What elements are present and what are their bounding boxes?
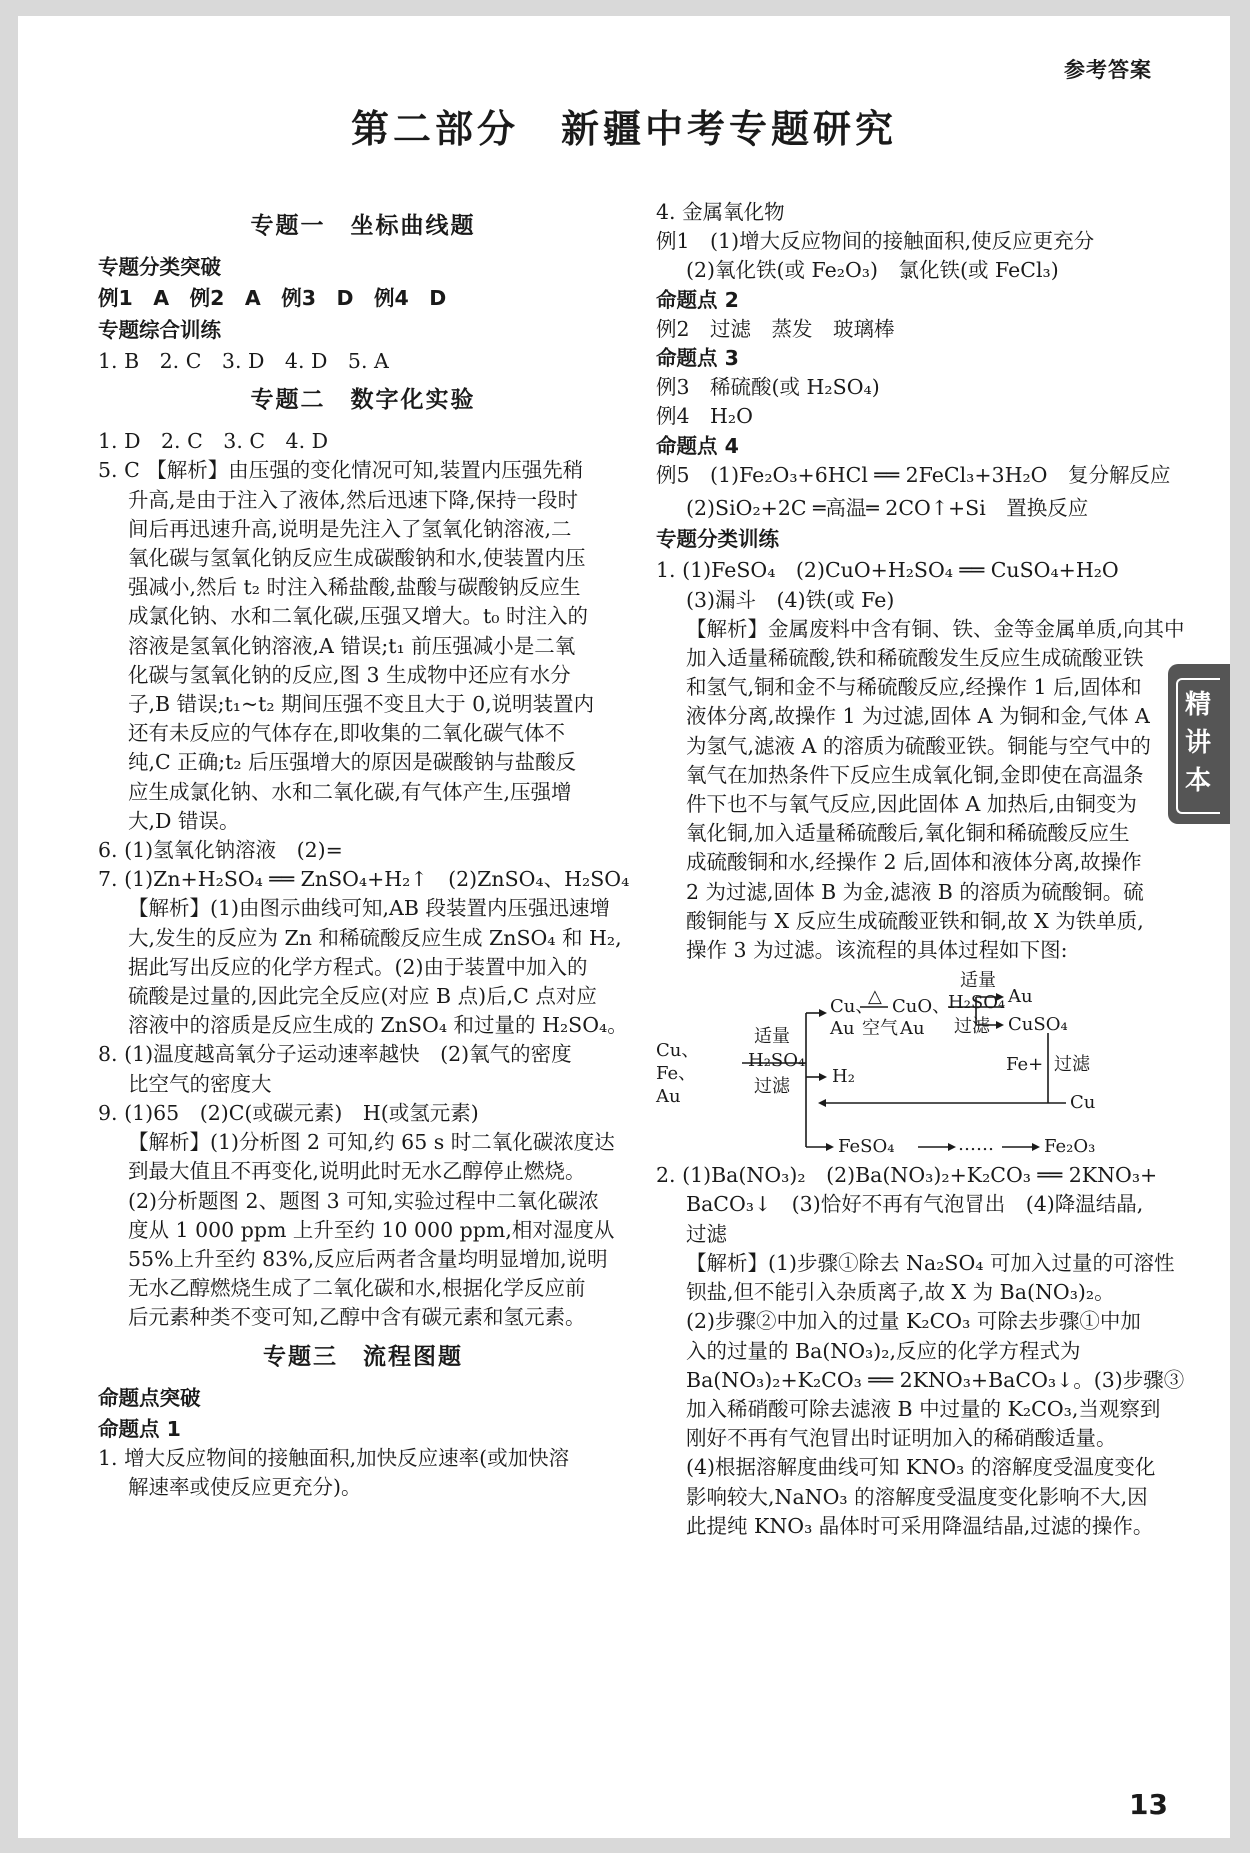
flow-start-au: Au [656, 1086, 681, 1108]
q9-line: 55%上升至约 83%,反应后两者含量均明显增加,说明 [128, 1246, 608, 1271]
header-label: 参考答案 [1064, 58, 1152, 82]
flow-s2-bottom: 过滤 [954, 1016, 990, 1038]
tq2-analysis-line: Ba(NO₃)₂+K₂CO₃ ══ 2KNO₃+BaCO₃↓。(3)步骤③ [686, 1367, 1185, 1392]
q5-line: 大,D 错误。 [128, 808, 240, 833]
training-question-2 [656, 1161, 1185, 1541]
example-4: 例4 H₂O [656, 404, 753, 429]
flow-fe2o3: Fe₂O₃ [1044, 1136, 1096, 1158]
topic-3-sub-breakthrough: 命题点突破 [98, 1385, 201, 1410]
flow-mid-bottom: Au [900, 1018, 925, 1040]
tq1-analysis-line: 【解析】金属废料中含有铜、铁、金等金属单质,向其中 [686, 616, 1185, 641]
tq1-analysis-line: 加入适量稀硫酸,铁和稀硫酸发生反应生成硫酸亚铁 [686, 646, 1144, 671]
tq2-analysis-line: 刚好不再有气泡冒出时证明加入的稀硝酸适量。 [686, 1426, 1117, 1451]
flow-cu: Cu [1070, 1092, 1096, 1114]
question-5 [98, 456, 628, 836]
q5-line: 应生成氯化钠、水和二氧化碳,有气体产生,压强增 [128, 779, 572, 804]
tq1-analysis-line: 为氢气,滤液 A 的溶质为硫酸亚铁。铜能与空气中的 [686, 733, 1151, 758]
example-3: 例3 稀硫酸(或 H₂SO₄) [656, 375, 880, 400]
tq1-analysis-line: 2 为过滤,固体 B 为金,滤液 B 的溶质为硫酸铜。硫 [686, 879, 1144, 904]
q5-line: 5. C 【解析】由压强的变化情况可知,装置内压强先稍 [98, 458, 584, 483]
q9-line: (2)分析题图 2、题图 3 可知,实验过程中二氧化碳浓 [128, 1188, 599, 1213]
example-2: 例2 过滤 蒸发 玻璃棒 [656, 316, 895, 341]
example-5-line-1: 例5 (1)Fe₂O₃+6HCl ══ 2FeCl₃+3H₂O 复分解反应 [656, 462, 1171, 487]
flow-s2-top: 适量 [960, 970, 996, 992]
question-7 [98, 865, 628, 1040]
q8-line: 比空气的密度大 [128, 1071, 272, 1096]
flow-filter-3: 过滤 [1054, 1054, 1090, 1076]
tq2-analysis-line: 钡盐,但不能引入杂质离子,故 X 为 Ba(NO₃)₂。 [686, 1280, 1115, 1305]
point-4: 命题点 4 [656, 433, 739, 458]
q5-line: 氧化碳与氢氧化钠反应生成碳酸钠和水,使装置内压 [128, 546, 586, 571]
topic-3-question-1 [98, 1444, 628, 1502]
point-2: 命题点 2 [656, 287, 739, 312]
side-tab-label: 精讲本 [1184, 690, 1211, 796]
flow-start-fe: Fe、 [656, 1063, 697, 1085]
topic-3-point-1: 命题点 1 [98, 1416, 181, 1441]
flow-s1-reagent: H₂SO₄ [748, 1050, 806, 1072]
q5-line: 还有未反应的气体存在,即收集的二氧化碳气体不 [128, 721, 566, 746]
q9-answer: 9. (1)65 (2)C(或碳元素) H(或氢元素) [98, 1100, 479, 1125]
q5-line: 子,B 错误;t₁~t₂ 期间压强不变且大于 0,说明装置内 [128, 692, 595, 717]
tq2-analysis-line: 影响较大,NaNO₃ 的溶解度受温度变化影响不大,因 [686, 1484, 1148, 1509]
topic-1-examples: 例1 A 例2 A 例3 D 例4 D [98, 286, 447, 311]
tq1-analysis-line: 操作 3 为过滤。该流程的具体过程如下图: [686, 938, 1068, 963]
example-1-line: 例1 (1)增大反应物间的接触面积,使反应更充分 [656, 229, 1095, 254]
flow-top-left: Cu、 [830, 996, 874, 1018]
question-9 [98, 1099, 628, 1333]
tq2-analysis-line: (4)根据溶解度曲线可知 KNO₃ 的溶解度受温度变化 [686, 1455, 1156, 1480]
q9-line: 度从 1 000 ppm 上升至约 10 000 ppm,相对湿度从 [128, 1217, 615, 1242]
q9-line: 后元素种类不变可知,乙醇中含有碳元素和氢元素。 [128, 1305, 586, 1330]
item-4: 4. 金属氧化物 [656, 200, 785, 224]
tq1-analysis-line: 氧化铜,加入适量稀硫酸后,氧化铜和稀硫酸反应生 [686, 821, 1130, 846]
topic-3-title: 专题三 流程图题 [263, 1343, 463, 1370]
tq2-analysis-line: 此提纯 KNO₃ 晶体时可采用降温结晶,过滤的操作。 [686, 1513, 1154, 1538]
topic-2-answers: 1. D 2. C 3. C 4. D [98, 429, 329, 454]
left-column [98, 202, 628, 1503]
tq1-analysis-line: 酸铜能与 X 反应生成硫酸亚铁和铜,故 X 为铁单质, [686, 908, 1144, 933]
tq2-analysis-line: 入的过量的 Ba(NO₃)₂,反应的化学方程式为 [686, 1338, 1081, 1363]
q9-line: 到最大值且不再变化,说明此时无水乙醇停止燃烧。 [128, 1159, 586, 1184]
flow-mid-top: CuO、 [892, 996, 951, 1018]
question-8 [98, 1040, 628, 1098]
q7-line: 溶液中的溶质是反应生成的 ZnSO₄ 和过量的 H₂SO₄。 [128, 1013, 628, 1038]
flow-air: 空气 [862, 1018, 898, 1040]
q9-line: 【解析】(1)分析图 2 可知,约 65 s 时二氧化碳浓度达 [128, 1130, 615, 1155]
tq1-analysis-line: 成硫酸铜和水,经操作 2 后,固体和液体分离,故操作 [686, 850, 1142, 875]
tq2-analysis-line: (2)步骤②中加入的过量 K₂CO₃ 可除去步骤①中加 [686, 1309, 1141, 1334]
q5-line: 溶液是氢氧化钠溶液,A 错误;t₁ 前压强减小是二氧 [128, 633, 576, 658]
t3-q1-line: 1. 增大反应物间的接触面积,加快反应速率(或加快溶 [98, 1446, 570, 1471]
flow-diagram [656, 970, 1136, 1158]
tq2-analysis-line: 加入稀硝酸可除去滤液 B 中过量的 K₂CO₃,当观察到 [686, 1396, 1161, 1421]
page [18, 16, 1230, 1838]
q8-line: 8. (1)温度越高氧分子运动速率越快 (2)氧气的密度 [98, 1042, 572, 1067]
tq2-line: BaCO₃↓ (3)恰好不再有气泡冒出 (4)降温结晶, [686, 1192, 1144, 1217]
tq1-line: (3)漏斗 (4)铁(或 Fe) [686, 587, 895, 612]
flow-cuso4: CuSO₄ [1008, 1014, 1068, 1036]
tq1-analysis-line: 氧气在加热条件下反应生成氧化铜,金即使在高温条 [686, 762, 1144, 787]
flow-heat: △ [868, 986, 882, 1008]
tq1-analysis-line: 液体分离,故操作 1 为过滤,固体 A 为铜和金,气体 A [686, 704, 1150, 729]
q5-line: 间后再迅速升高,说明是先注入了氢氧化钠溶液,二 [128, 516, 572, 541]
q5-line: 升高,是由于注入了液体,然后迅速下降,保持一段时 [128, 487, 579, 512]
tq2-line: 2. (1)Ba(NO₃)₂ (2)Ba(NO₃)₂+K₂CO₃ ══ 2KNO₃+ [656, 1163, 1158, 1188]
topic-1-title: 专题一 坐标曲线题 [250, 213, 476, 239]
tq1-line: 1. (1)FeSO₄ (2)CuO+H₂SO₄ ══ CuSO₄+H₂O [656, 558, 1119, 583]
example-1-line: (2)氧化铁(或 Fe₂O₃) 氯化铁(或 FeCl₃) [686, 258, 1059, 283]
flow-start-cu: Cu、 [656, 1040, 700, 1062]
side-tab [1168, 664, 1230, 824]
page-number: 13 [1129, 1788, 1168, 1821]
point-3: 命题点 3 [656, 346, 739, 371]
flow-top-left-au: Au [830, 1018, 855, 1040]
example-5-line-2: (2)SiO₂+2C ═高温═ 2CO↑+Si 置换反应 [686, 496, 1089, 521]
q5-line: 强减小,然后 t₂ 时注入稀盐酸,盐酸与碳酸钠反应生 [128, 575, 581, 600]
q7-line: 【解析】(1)由图示曲线可知,AB 段装置内压强迅速增 [128, 896, 610, 921]
training-question-1 [656, 556, 1185, 965]
right-column [656, 198, 1185, 1541]
flow-dots: …… [958, 1134, 994, 1156]
q7-line: 据此写出反应的化学方程式。(2)由于装置中加入的 [128, 954, 588, 979]
q5-line: 成氯化钠、水和二氧化碳,压强又增大。t₀ 时注入的 [128, 604, 588, 629]
t3-q1-line: 解速率或使反应更充分)。 [128, 1475, 362, 1500]
flow-s1-top: 适量 [754, 1026, 790, 1048]
flow-s1-bottom: 过滤 [754, 1076, 790, 1098]
topic-1-answers: 1. B 2. C 3. D 4. D 5. A [98, 348, 389, 373]
q7-answer: 7. (1)Zn+H₂SO₄ ══ ZnSO₄+H₂↑ (2)ZnSO₄、H₂SO₄ [98, 867, 630, 892]
tq2-analysis-line: 【解析】(1)步骤①除去 Na₂SO₄ 可加入过量的可溶性 [686, 1250, 1175, 1275]
q5-line: 化碳与氢氧化钠的反应,图 3 生成物中还应有水分 [128, 662, 571, 687]
q7-line: 硫酸是过量的,因此完全反应(对应 B 点)后,C 点对应 [128, 984, 597, 1009]
flow-fe-plus: Fe+ [1006, 1054, 1044, 1076]
topic-1-sub-training: 专题综合训练 [98, 317, 221, 342]
topic-1-sub-breakthrough: 专题分类突破 [98, 255, 221, 280]
part-title: 第二部分 新疆中考专题研究 [350, 107, 897, 151]
flow-feso4: FeSO₄ [838, 1136, 895, 1158]
q9-line: 无水乙醇燃烧生成了二氧化碳和水,根据化学反应前 [128, 1276, 586, 1301]
question-6: 6. (1)氢氧化钠溶液 (2)= [98, 838, 343, 863]
flow-h2: H₂ [832, 1066, 855, 1088]
q7-line: 大,发生的反应为 Zn 和稀硫酸反应生成 ZnSO₄ 和 H₂, [128, 925, 622, 950]
q5-line: 纯,C 正确;t₂ 后压强增大的原因是碳酸钠与盐酸反 [128, 750, 577, 775]
tq2-line: 过滤 [686, 1221, 727, 1246]
flow-s2-reagent: H₂SO₄ [948, 992, 1006, 1014]
topic-3-sub-training: 专题分类训练 [656, 527, 779, 552]
tq1-analysis-line: 件下也不与氧气反应,因此固体 A 加热后,由铜变为 [686, 792, 1137, 817]
tq1-analysis-line: 和氢气,铜和金不与稀硫酸反应,经操作 1 后,固体和 [686, 675, 1142, 700]
topic-2-title: 专题二 数字化实验 [250, 387, 476, 414]
flow-au-out: Au [1008, 986, 1033, 1008]
